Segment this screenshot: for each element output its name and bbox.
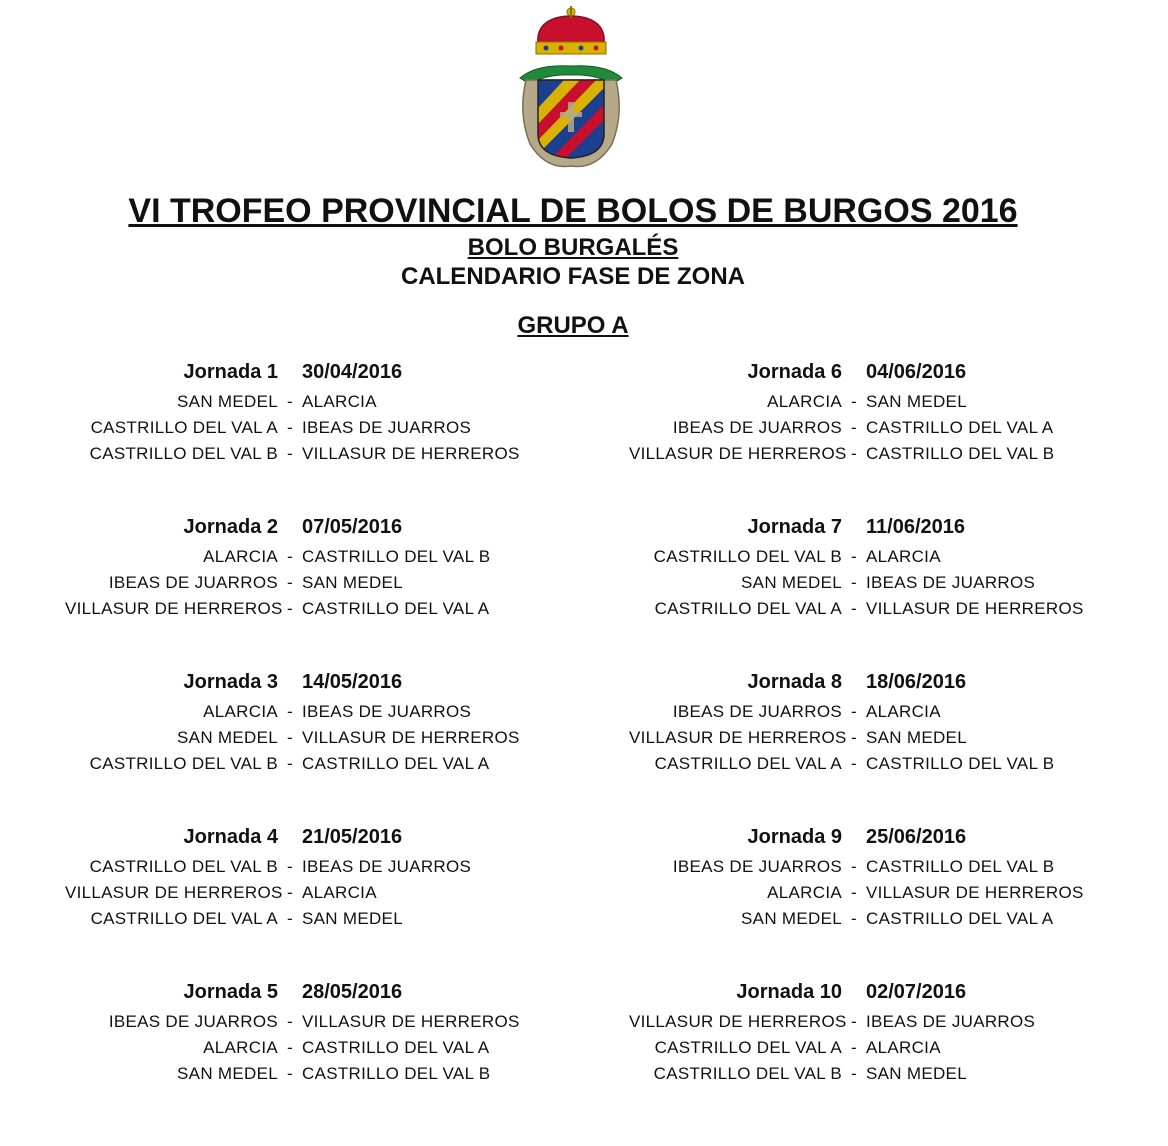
match-row: [629, 599, 1168, 625]
round-block: [65, 516, 625, 625]
round-block: [629, 826, 1168, 935]
match-row: [65, 754, 625, 780]
match-separator: -: [851, 857, 857, 876]
home-team: SAN MEDEL: [177, 1064, 278, 1083]
match-row: [65, 857, 625, 883]
match-row: [65, 547, 625, 573]
match-separator: -: [851, 909, 857, 928]
away-team: CASTRILLO DEL VAL A: [302, 599, 490, 618]
document-title: VI TROFEO PROVINCIAL DE BOLOS DE BURGOS 2016: [128, 192, 1018, 230]
away-team: CASTRILLO DEL VAL A: [302, 754, 490, 773]
match-row: [629, 1038, 1168, 1064]
round-date: 04/06/2016: [866, 361, 967, 383]
round-header: [629, 981, 1168, 1012]
round-block: [65, 361, 625, 470]
round-header: [65, 361, 625, 392]
round-date: 18/06/2016: [866, 671, 967, 693]
away-team: CASTRILLO DEL VAL B: [302, 1064, 491, 1083]
round-header: [65, 516, 625, 547]
match-row: [65, 909, 625, 935]
away-team: VILLASUR DE HERREROS: [302, 444, 520, 463]
home-team: IBEAS DE JUARROS: [672, 418, 842, 437]
round-label: Jornada 10: [736, 981, 842, 1003]
round-date: 02/07/2016: [866, 981, 967, 1003]
match-row: [629, 1012, 1168, 1038]
match-separator: -: [851, 547, 857, 566]
away-team: IBEAS DE JUARROS: [302, 857, 472, 876]
round-label: Jornada 3: [183, 671, 278, 693]
round-header: [629, 516, 1168, 547]
away-team: CASTRILLO DEL VAL A: [866, 909, 1054, 928]
home-team: VILLASUR DE HERREROS: [629, 444, 847, 463]
round-label: Jornada 4: [183, 826, 278, 848]
match-separator: -: [287, 1064, 293, 1083]
match-row: [65, 599, 625, 625]
match-separator: -: [851, 599, 857, 618]
match-separator: -: [287, 754, 293, 773]
match-separator: -: [851, 754, 857, 773]
match-row: [629, 444, 1168, 470]
match-row: [65, 1064, 625, 1090]
match-separator: -: [851, 418, 857, 437]
away-team: CASTRILLO DEL VAL A: [866, 418, 1054, 437]
home-team: IBEAS DE JUARROS: [108, 573, 278, 592]
match-row: [65, 728, 625, 754]
home-team: ALARCIA: [203, 702, 278, 721]
away-team: ALARCIA: [866, 1038, 941, 1057]
round-block: [65, 826, 625, 935]
away-team: CASTRILLO DEL VAL B: [302, 547, 491, 566]
away-team: SAN MEDEL: [302, 909, 403, 928]
away-team: ALARCIA: [302, 392, 377, 411]
home-team: IBEAS DE JUARROS: [108, 1012, 278, 1031]
match-row: [65, 573, 625, 599]
match-row: [65, 702, 625, 728]
match-row: [629, 418, 1168, 444]
round-block: [65, 671, 625, 780]
home-team: CASTRILLO DEL VAL B: [89, 857, 278, 876]
match-row: [629, 754, 1168, 780]
home-team: CASTRILLO DEL VAL B: [89, 754, 278, 773]
away-team: VILLASUR DE HERREROS: [302, 1012, 520, 1031]
away-team: CASTRILLO DEL VAL B: [866, 444, 1055, 463]
away-team: VILLASUR DE HERREROS: [302, 728, 520, 747]
home-team: VILLASUR DE HERREROS: [629, 1012, 847, 1031]
away-team: IBEAS DE JUARROS: [302, 418, 472, 437]
match-separator: -: [287, 599, 293, 618]
home-team: VILLASUR DE HERREROS: [65, 883, 283, 902]
match-separator: -: [287, 547, 293, 566]
home-team: CASTRILLO DEL VAL A: [90, 418, 278, 437]
round-label: Jornada 9: [747, 826, 842, 848]
round-date: 11/06/2016: [866, 516, 965, 538]
home-team: CASTRILLO DEL VAL A: [90, 909, 278, 928]
away-team: VILLASUR DE HERREROS: [866, 883, 1084, 902]
match-separator: -: [851, 702, 857, 721]
away-team: CASTRILLO DEL VAL B: [866, 857, 1055, 876]
round-header: [65, 671, 625, 702]
round-label: Jornada 2: [183, 516, 278, 538]
match-separator: -: [851, 573, 857, 592]
match-separator: -: [287, 1012, 293, 1031]
home-team: ALARCIA: [767, 392, 842, 411]
away-team: IBEAS DE JUARROS: [866, 573, 1036, 592]
match-separator: -: [287, 883, 293, 902]
match-separator: -: [851, 1038, 857, 1057]
home-team: SAN MEDEL: [177, 728, 278, 747]
match-row: [65, 883, 625, 909]
match-separator: -: [287, 857, 293, 876]
home-team: CASTRILLO DEL VAL B: [653, 547, 842, 566]
away-team: ALARCIA: [866, 547, 941, 566]
home-team: VILLASUR DE HERREROS: [65, 599, 283, 618]
match-separator: -: [851, 728, 857, 747]
match-row: [629, 573, 1168, 599]
round-label: Jornada 5: [183, 981, 278, 1003]
round-header: [629, 826, 1168, 857]
away-team: IBEAS DE JUARROS: [302, 702, 472, 721]
match-row: [65, 1038, 625, 1064]
round-date: 21/05/2016: [302, 826, 403, 848]
match-separator: -: [287, 728, 293, 747]
home-team: CASTRILLO DEL VAL B: [653, 1064, 842, 1083]
round-label: Jornada 8: [747, 671, 842, 693]
match-row: [629, 702, 1168, 728]
match-row: [65, 1012, 625, 1038]
document-subtitle: BOLO BURGALÉS: [467, 234, 679, 261]
home-team: SAN MEDEL: [177, 392, 278, 411]
round-label: Jornada 6: [747, 361, 842, 383]
match-separator: -: [851, 1012, 857, 1031]
round-block: [629, 361, 1168, 470]
home-team: ALARCIA: [203, 547, 278, 566]
round-header: [629, 671, 1168, 702]
away-team: ALARCIA: [302, 883, 377, 902]
away-team: SAN MEDEL: [302, 573, 403, 592]
home-team: CASTRILLO DEL VAL A: [654, 754, 842, 773]
away-team: CASTRILLO DEL VAL A: [302, 1038, 490, 1057]
round-date: 28/05/2016: [302, 981, 403, 1003]
match-separator: -: [851, 392, 857, 411]
away-team: CASTRILLO DEL VAL B: [866, 754, 1055, 773]
round-label: Jornada 7: [747, 516, 842, 538]
round-block: [629, 981, 1168, 1090]
match-row: [629, 728, 1168, 754]
round-date: 14/05/2016: [302, 671, 403, 693]
match-row: [65, 444, 625, 470]
round-block: [629, 671, 1168, 780]
group-heading: GRUPO A: [517, 312, 629, 339]
match-separator: -: [287, 1038, 293, 1057]
round-header: [65, 981, 625, 1012]
home-team: IBEAS DE JUARROS: [672, 702, 842, 721]
match-row: [629, 909, 1168, 935]
match-row: [629, 857, 1168, 883]
match-row: [65, 392, 625, 418]
away-team: SAN MEDEL: [866, 1064, 967, 1083]
home-team: CASTRILLO DEL VAL A: [654, 1038, 842, 1057]
home-team: CASTRILLO DEL VAL A: [654, 599, 842, 618]
away-team: VILLASUR DE HERREROS: [866, 599, 1084, 618]
round-date: 07/05/2016: [302, 516, 403, 538]
round-header: [65, 826, 625, 857]
match-row: [629, 392, 1168, 418]
match-row: [629, 1064, 1168, 1090]
match-separator: -: [851, 883, 857, 902]
round-date: 25/06/2016: [866, 826, 967, 848]
match-row: [65, 418, 625, 444]
away-team: SAN MEDEL: [866, 728, 967, 747]
match-separator: -: [287, 702, 293, 721]
away-team: SAN MEDEL: [866, 392, 967, 411]
home-team: CASTRILLO DEL VAL B: [89, 444, 278, 463]
match-row: [629, 547, 1168, 573]
match-separator: -: [287, 909, 293, 928]
away-team: IBEAS DE JUARROS: [866, 1012, 1036, 1031]
round-header: [629, 361, 1168, 392]
match-separator: -: [287, 418, 293, 437]
home-team: ALARCIA: [767, 883, 842, 902]
home-team: SAN MEDEL: [741, 573, 842, 592]
home-team: ALARCIA: [203, 1038, 278, 1057]
round-block: [65, 981, 625, 1090]
home-team: VILLASUR DE HERREROS: [629, 728, 847, 747]
home-team: SAN MEDEL: [741, 909, 842, 928]
federation-crest-logo: [516, 4, 626, 170]
match-separator: -: [851, 1064, 857, 1083]
match-separator: -: [287, 444, 293, 463]
round-block: [629, 516, 1168, 625]
match-separator: -: [851, 444, 857, 463]
away-team: ALARCIA: [866, 702, 941, 721]
match-separator: -: [287, 392, 293, 411]
home-team: IBEAS DE JUARROS: [672, 857, 842, 876]
match-separator: -: [287, 573, 293, 592]
round-label: Jornada 1: [183, 361, 278, 383]
round-date: 30/04/2016: [302, 361, 403, 383]
match-row: [629, 883, 1168, 909]
phase-heading: CALENDARIO FASE DE ZONA: [400, 263, 745, 290]
